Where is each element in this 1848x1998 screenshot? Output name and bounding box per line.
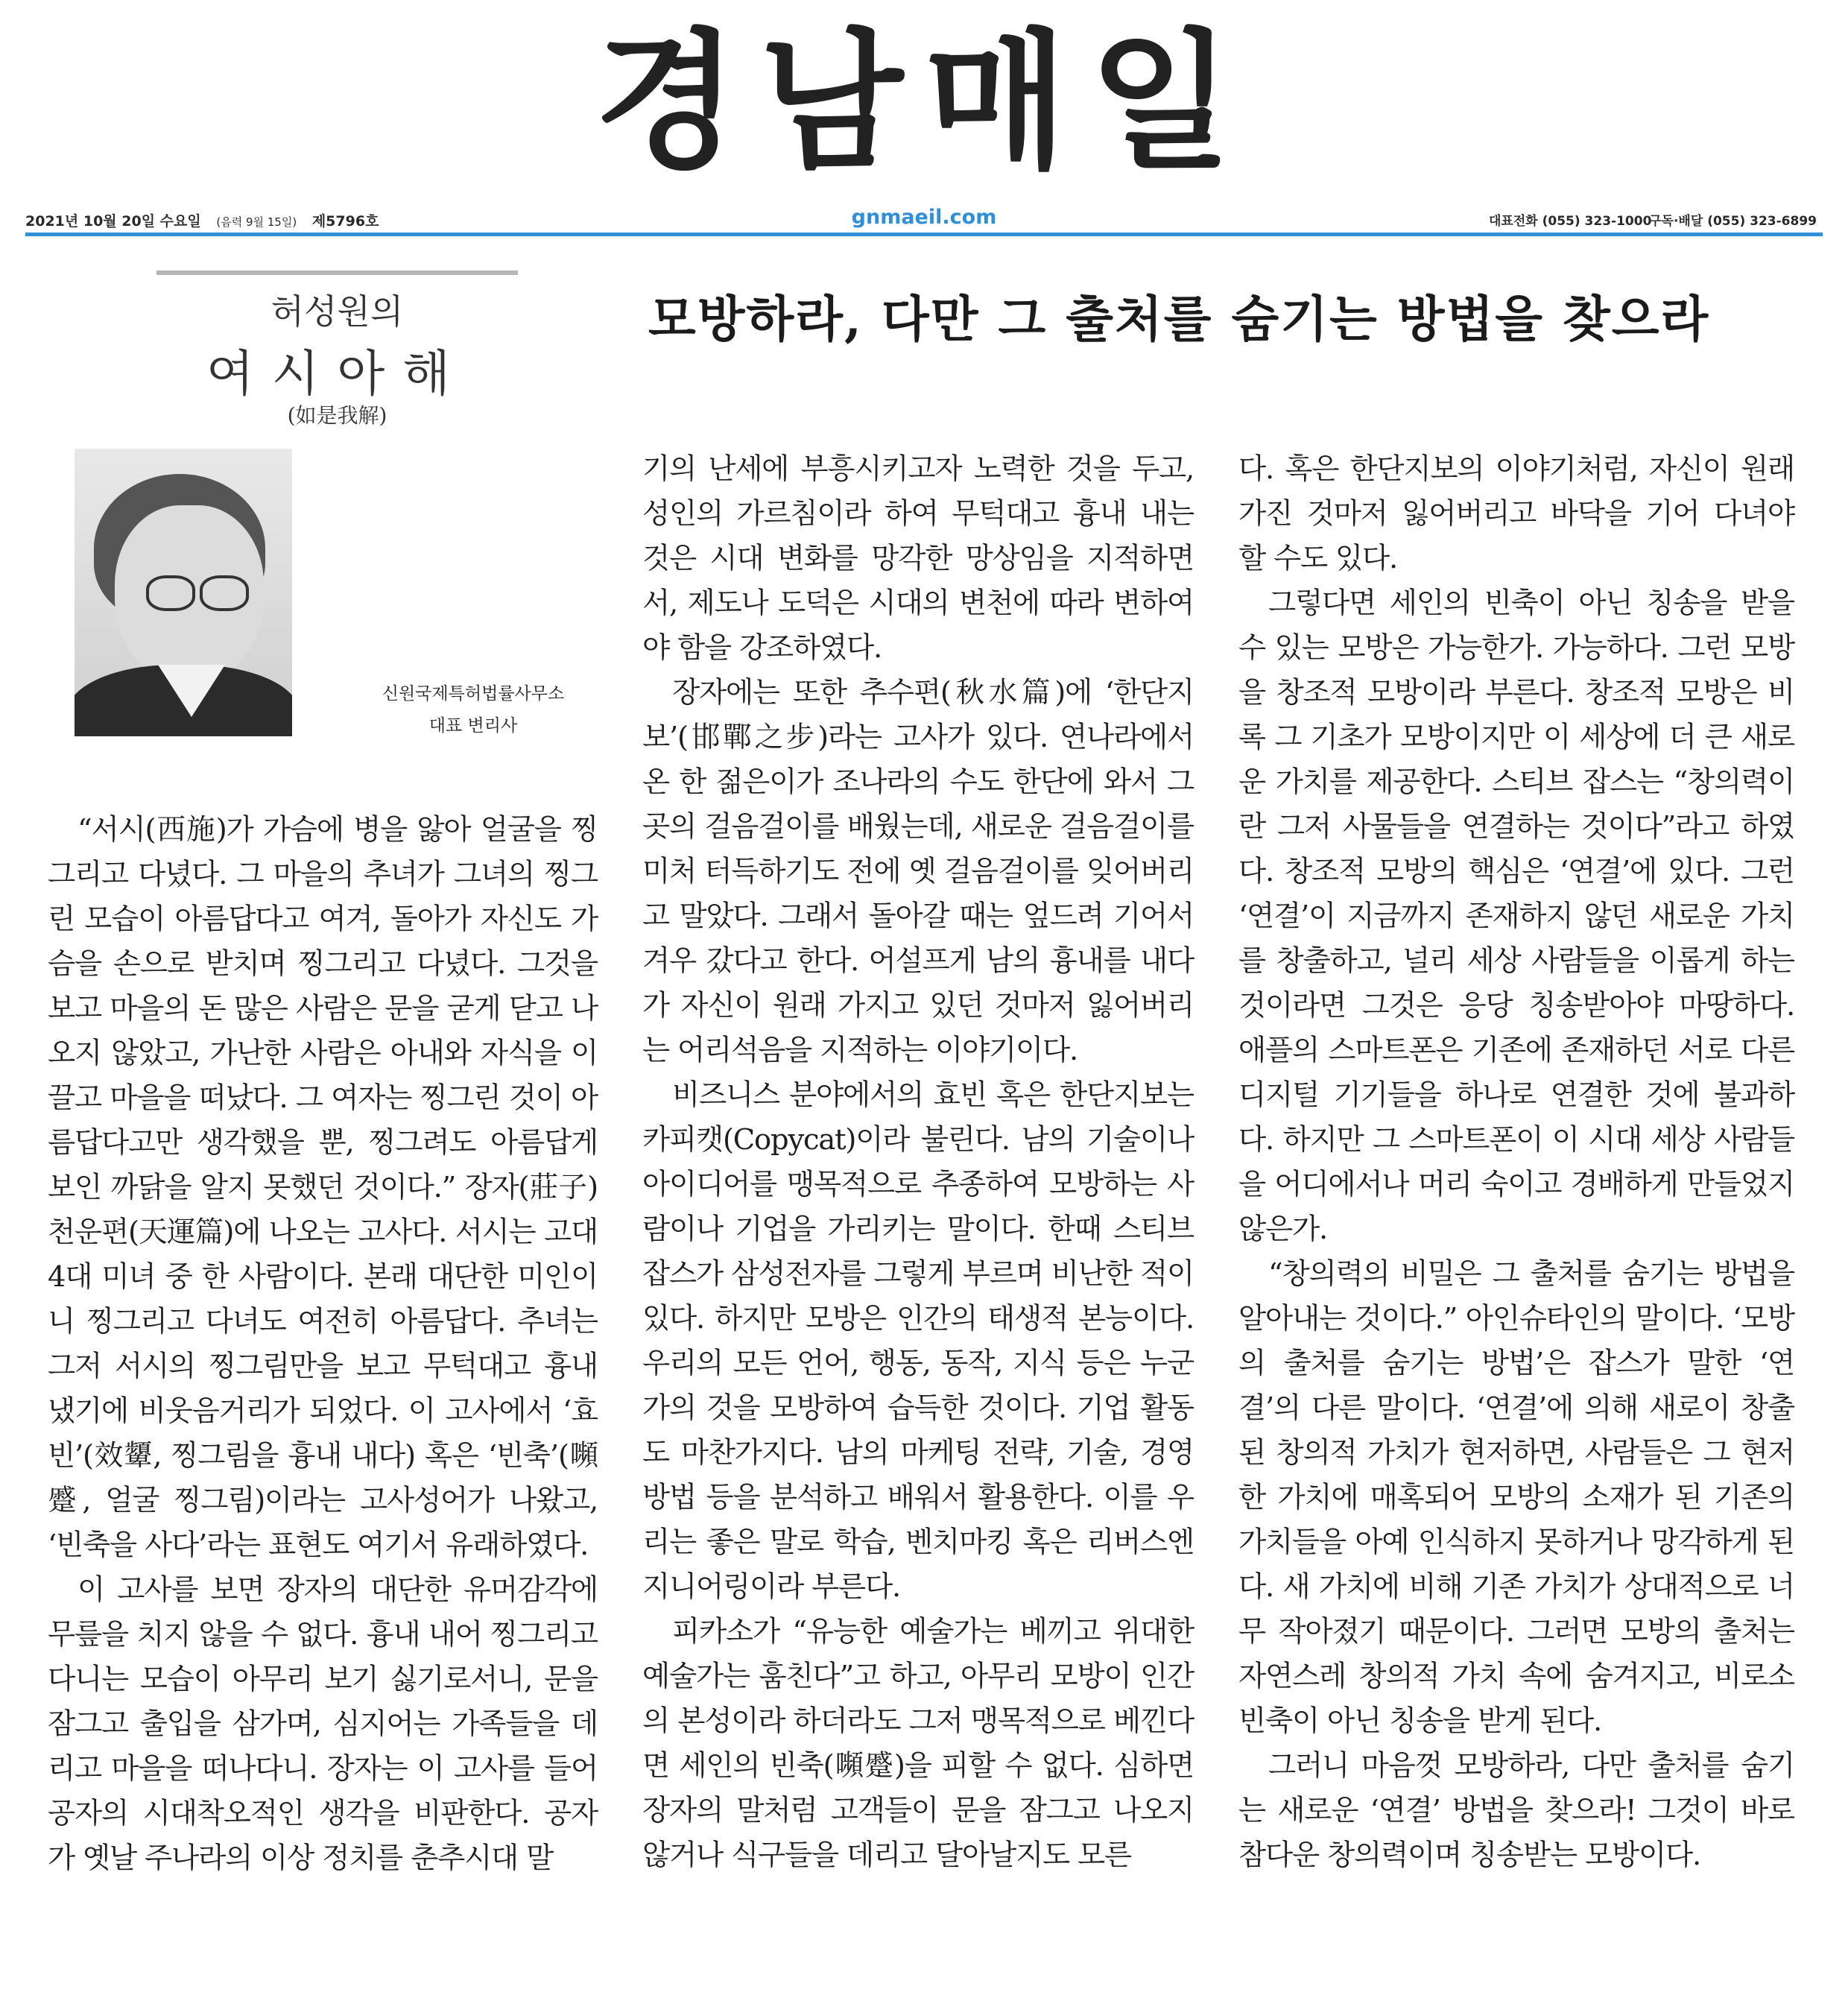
column-series-hanja: (如是我解)	[287, 403, 387, 428]
paragraph: 기의 난세에 부흥시키고자 노력한 것을 두고, 성인의 가르침이라 하여 무턱대고 흉내 내는 것은 시대 변화를 망각한 망상임을 지적하면서, 제도나 도덕은 시대의 변천에 따라 변하여야 함을 강조하였다.	[642, 452, 1194, 665]
glasses-right-lens	[200, 575, 249, 611]
paragraph: 비즈니스 분야에서의 효빈 혹은 한단지보는 카피캣(Copycat)이라 불린다. 남의 기술이나 아이디어를 맹목적으로 추종하여 모방하는 사람이나 기업을 가리키는 말이다. 한때 스티브 잡스가 삼성전자를 그렇게 부르며 비난한 적이 있다. 하지만 모방은 인간의 태생적 본능이다. 우리의 모든 언어, 행동, 동작, 지식 등은 누군가의 것을 모방하여 습득한 것이다. 기업 활동도 마찬가지다. 남의 마케팅 전략, 기술, 경영방법 등을 분석하고 배워서 활용한다. 이를 우리는 좋은 말로 학습, 벤치마킹 혹은 리버스엔지니어링이라 부른다.	[642, 1078, 1194, 1604]
paragraph: “창의력의 비밀은 그 출처를 숨기는 방법을 알아내는 것이다.” 아인슈타인의 말이다. ‘모방의 출처를 숨기는 방법’은 잡스가 말한 ‘연결’의 다른 말이다. ‘연결’에 의해 새로이 창출된 창의적 가치가 현저하면, 사람들은 그 현저한 가치에 매혹되어 모방의 소재가 된 기존의 가치들을 아예 인식하지 못하거나 망각하게 된다. 새 가치에 비해 기존 가치가 상대적으로 너무 작아졌기 때문이다. 그러면 모방의 출처는 자연스레 창의적 가치 속에 숨겨지고, 비로소 빈축이 아닌 칭송을 받게 된다.	[1238, 1257, 1794, 1738]
glasses-left-lens	[146, 575, 195, 611]
paragraph: 그렇다면 세인의 빈축이 아닌 칭송을 받을 수 있는 모방은 가능한가. 가능하다. 그런 모방을 창조적 모방이라 부른다. 창조적 모방은 비록 그 기초가 모방이지만 이 세상에 더 큰 새로운 가치를 제공한다. 스티브 잡스는 “창의력이란 그저 사물들을 연결하는 것이다”라고 하였다. 창조적 모방의 핵심은 ‘연결’에 있다. 그런 ‘연결’이 지금까지 존재하지 않던 새로운 가치를 창출하고, 널리 세상 사람들을 이롭게 하는 것이라면 그것은 응당 칭송받아야 마땅하다. 애플의 스마트폰은 기존에 존재하던 서로 다른 디지털 기기들을 하나로 연결한 것에 불과하다. 하지만 그 스마트폰이 이 시대 세상 사람들을 어디에서나 머리 숙이고 경배하게 만들었지 않은가.	[1238, 587, 1794, 1246]
article-headline: 모방하라, 다만 그 출처를 숨기는 방법을 찾으라	[648, 290, 1710, 348]
edition-date: 2021년 10월 20일 수요일	[25, 213, 201, 230]
paragraph: 그러니 마음껏 모방하라, 다만 출처를 숨기는 새로운 ‘연결’ 방법을 찾으라! 그것이 바로 참다운 창의력이며 칭송받는 모방이다.	[1238, 1749, 1794, 1872]
subscription-phone: 구독·배달 (055) 323-6899	[1649, 214, 1817, 229]
article-column-1	[48, 808, 598, 1956]
paragraph: “서시(西施)가 가슴에 병을 앓아 얼굴을 찡그리고 다녔다. 그 마을의 추녀가 그녀의 찡그린 모습이 아름답다고 여겨, 돌아가 자신도 가슴을 손으로 받치며 찡그리고 다녔다. 그것을 보고 마을의 돈 많은 사람은 문을 굳게 닫고 나오지 않았고, 가난한 사람은 아내와 자식을 이끌고 마을을 떠났다. 그 여자는 찡그린 것이 아름답다고만 생각했을 뿐, 찡그려도 아름답게 보인 까닭을 알지 못했던 것이다.” 장자(莊子) 천운편(天運篇)에 나오는 고사다. 서시는 고대 4대 미녀 중 한 사람이다. 본래 대단한 미인이니 찡그리고 다녀도 여전히 아름답다. 추녀는 그저 서시의 찡그림만을 보고 무턱대고 흉내 냈기에 비웃음거리가 되었다. 이 고사에서 ‘효빈’(效顰, 찡그림을 흉내 내다) 혹은 ‘빈축’(嚬蹙, 얼굴 찡그림)이라는 고사성어가 나왔고, ‘빈축을 사다’라는 표현도 여기서 유래하였다.	[48, 813, 598, 1562]
website-link[interactable]: gnmaeil.com	[851, 206, 997, 229]
author-affiliation: 신원국제특허법률사무소	[382, 684, 565, 704]
newspaper-logo: 경남매일	[594, 16, 1254, 189]
lunar-date: (음력 9월 15일)	[216, 215, 297, 229]
author-role: 대표 변리사	[428, 716, 518, 736]
issue-number: 제5796호	[311, 213, 379, 230]
column-series-title: 여시아해	[206, 345, 469, 402]
paragraph: 다. 혹은 한단지보의 이야기처럼, 자신이 원래 가진 것마저 잃어버리고 바닥을 기어 다녀야 할 수도 있다.	[1238, 452, 1794, 575]
column-top-rule	[156, 271, 518, 275]
paragraph: 이 고사를 보면 장자의 대단한 유머감각에 무릎을 치지 않을 수 없다. 흉내 내어 찡그리고 다니는 모습이 아무리 보기 싫기로서니, 문을 잠그고 출입을 삼가며, 심지어는 가족들을 데리고 마을을 떠나다니. 장자는 이 고사를 들어 공자의 시대착오적인 생각을 비판한다. 공자가 옛날 주나라의 이상 정치를 춘추시대 말	[48, 1573, 598, 1875]
main-phone: 대표전화 (055) 323-1000	[1489, 214, 1652, 229]
masthead	[0, 13, 1848, 192]
edition-info-bar	[25, 203, 1823, 231]
article-column-2	[642, 447, 1194, 1960]
author-photo	[75, 449, 292, 736]
column-author-name: 허성원의	[270, 291, 404, 332]
header-divider	[25, 233, 1823, 236]
article-column-3	[1238, 447, 1794, 1960]
paragraph: 장자에는 또한 추수편(秋水篇)에 ‘한단지보’(邯鄲之步)라는 고사가 있다. 연나라에서 온 한 젊은이가 조나라의 수도 한단에 와서 그곳의 걸음걸이를 배웠는데, 새로운 걸음걸이를 미처 터득하기도 전에 옛 걸음걸이를 잊어버리고 말았다. 그래서 돌아갈 때는 엎드려 기어서 겨우 갔다고 한다. 어설프게 남의 흉내를 내다가 자신이 원래 가지고 있던 것마저 잃어버리는 어리석음을 지적하는 이야기이다.	[642, 676, 1194, 1067]
paragraph: 피카소가 “유능한 예술가는 베끼고 위대한 예술가는 훔친다”고 하고, 아무리 모방이 인간의 본성이라 하더라도 그저 맹목적으로 베낀다면 세인의 빈축(嚬蹙)을 피할 수 없다. 심하면 장자의 말처럼 고객들이 문을 잠그고 나오지 않거나 식구들을 데리고 달아날지도 모른	[642, 1615, 1194, 1872]
